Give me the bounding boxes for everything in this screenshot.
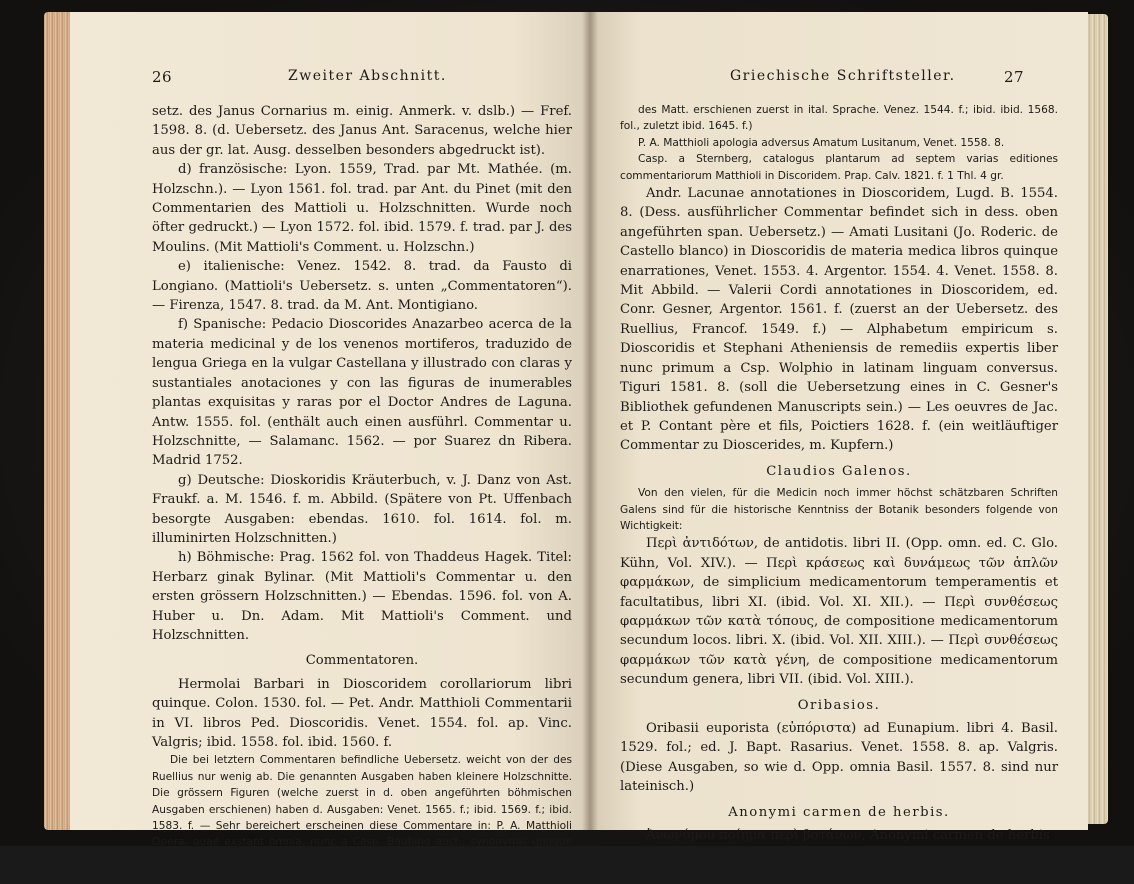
paragraph: e) italienische: Venez. 1542. 8. trad. da Fausto di Longiano. (Mattioli's Uebersetz. s. unten „Commentatoren“). — Firenza, 1547. 8. trad. da M. Ant. Montigiano.	[152, 259, 572, 314]
book-gutter	[582, 12, 598, 830]
right-page	[590, 12, 1088, 844]
small-paragraph: P. A. Matthioli apologia adversus Amatum Lusitanum, Venet. 1558. 8.	[638, 136, 1005, 149]
right-page-header: Griechische Schriftsteller.	[730, 68, 956, 84]
paragraph: f) Spanische: Pedacio Dioscorides Anazarbeo acerca de la materia medicinal y de los venenos mortiferos, traduzido de lengua Griega en la vulgar Castellana y illustrado con claras y sustantiales anotaciones y con las figuras de inumerables plantas exquisitas y raras por el Doctor Andres de Laguna. Antw. 1555. fol. (enthält auch einen ausführl. Commentar u. Holzschnitte, — Salamanc. 1562. — por Suarez dn Ribera. Madrid 1752.	[152, 317, 572, 469]
paragraph: Andr. Lacunae annotationes in Dioscoridem, Lugd. B. 1554. 8. (Dess. ausführlicher Commentar befindet sich in dess. oben angeführten span. Uebersetz.) — Amati Lusitani (Jo. Roderic. de Castello blanco) in Dioscoridis de materia medica libros quinque enarrationes, Venet. 1553. 4. Argentor. 1554. 4. Venet. 1558. 8. Mit Abbild. — Valerii Cordi annotationes in Dioscoridem, ed. Conr. Gesner, Argentor. 1561. f. (zuerst an der Uebersetz. des Ruellius, Francof. 1549. f.) — Alphabetum empiricum s. Dioscoridis et Stephani Atheniensis de remediis expertis liber nunc primum a Csp. Wolphio in latinam linguam conversus. Tiguri 1581. 8. (soll die Uebersetzung eines in C. Gesner's Bibliothek gefundenen Manuscripts sein.) — Les oeuvres de Jac. et P. Contant père et fils, Poictiers 1628. f. (ein weitläuftiger Commentar zu Dioscerides, m. Kupfern.)	[620, 186, 1058, 454]
paragraph: g) Deutsche: Dioskoridis Kräuterbuch, v. J. Danz von Ast. Fraukf. a. M. 1546. f. m. Abbild. (Spätere von Pt. Uffenbach besorgte Ausgaben: ebendas. 1610. fol. 1614. fol. m. illuminirten Holzschnitten.)	[152, 472, 572, 546]
section-heading-galenos: Claudios Galenos.	[766, 463, 912, 479]
section-heading-anonymi: Anonymi carmen de herbis.	[728, 804, 950, 820]
small-paragraph: Die bei letztern Commentaren befindliche Uebersetz. weicht von der des Ruellius nur wenig ab. Die genannten Ausgaben haben kleinere Holzschnitte. Die grössern Figuren (welche zuerst in d. oben angeführten böhmischen Ausgaben erschienen) haben d. Ausgaben: Venet. 1565. f.; ibid. 1569. f.; ibid. 1583. f. — Sehr bereichert erscheinen diese Commentare in: P. A. Matthioli Opera, quae exstant omnia, nunc a Casp. Bauhino auct., synonymis quoque plantarum illustrat. adj. icon. Basil. 1598. f.; ib. 1674. f. — (Der Commentar so wie die Uebersetz.	[152, 754, 572, 882]
small-paragraph: des Matt. erschienen zuerst in ital. Sprache. Venez. 1544. f.; ibid. ibid. 1568. fol., zuletzt ibid. 1645. f.)	[620, 104, 1058, 133]
right-page-body	[620, 102, 1058, 845]
paragraph: h) Böhmische: Prag. 1562 fol. von Thaddeus Hagek. Titel: Herbarz ginak Bylinar. (Mit Mattioli's Commentar u. den ersten grössern Holzschnitten.) — Ebendas. 1596. fol. von A. Huber u. Dn. Adam. Mit Mattioli's Comment. und Holzschnitten.	[152, 550, 572, 643]
paragraph: Ἀνωνύμου ποίημα περὶ βοτάνων, Anonymi carmen de herbis	[646, 828, 1050, 844]
right-page-number: 27	[1004, 68, 1025, 86]
paragraph: Hermolai Barbari in Dioscoridem corollariorum libri quinque. Colon. 1530. fol. — Pet. Andr. Matthioli Commentarii in VI. libros Ped. Dioscoridis. Venet. 1554. fol. ap. Vinc. Valgris; ibid. 1558. fol. ibid. 1560. f.	[152, 676, 572, 750]
small-paragraph: Von den vielen, für die Medicin noch immer höchst schätzbaren Schriften Galens sind für die historische Kenntniss der Botanik besonders folgende von Wichtigkeit:	[620, 487, 1058, 532]
left-page-number: 26	[152, 68, 173, 86]
paragraph: setz. des Janus Cornarius m. einig. Anmerk. v. dslb.) — Fref. 1598. 8. (d. Uebersetz. des Janus Ant. Saracenus, welche hier aus der gr. lat. Ausg. desselben besonders abgedruckt ist).	[152, 104, 572, 158]
section-title: Commentatoren.	[305, 653, 419, 669]
left-page-header: Zweiter Abschnitt.	[288, 68, 447, 84]
paragraph: d) französische: Lyon. 1559, Trad. par Mt. Mathée. (m. Holzschn.). — Lyon 1561. fol. trad. par Ant. du Pinet (mit den Commentarien des Mattioli u. Holzschnitten. Wurde noch öfter gedruckt.) — Lyon 1572. fol. ibid. 1579. f. trad. par J. des Moulins. (Mit Mattioli's Comment. u. Holzschn.)	[152, 162, 572, 255]
small-print-note	[152, 752, 572, 883]
paragraph: Περὶ ἀντιδότων, de antidotis. libri II. (Opp. omn. ed. C. Glo. Kühn, Vol. XIV.). — Περὶ κράσεως καὶ δυνάμεως τῶν ἁπλῶν φαρμάκων, de simplicium medicamentorum temperamentis et facultatibus, libri XI. (ibid. Vol. XI. XII.). — Περὶ συνθέσεως φαρμάκων τῶν κατὰ τόπους, de compositione medicamentorum secundum locos. libri. X. (ibid. Vol. XII. XIII.). — Περὶ συνθέσεως φαρμάκων τῶν κατὰ γένη, de compositione medicamentorum secundum genera, libri VII. (ibid. Vol. XIII.).	[620, 536, 1058, 688]
small-paragraph: Casp. a Sternberg, catalogus plantarum ad septem varias editiones commentariorum Matthioli in Discoridem. Prap. Calv. 1821. f. 1 Thl. 4 gr.	[620, 153, 1058, 182]
small-print-galenos	[620, 485, 1058, 534]
paragraph: Oribasii euporista (εὐπόριστα) ad Eunapium. libri 4. Basil. 1529. fol.; ed. J. Bapt. Rasarius. Venet. 1558. 8. ap. Valgris. (Diese Ausgaben, so wie d. Opp. omnia Basil. 1557. 8. sind nur lateinisch.)	[620, 721, 1058, 795]
small-print-top	[620, 102, 1058, 184]
section-heading-oribasios: Oribasios.	[797, 697, 881, 713]
left-page-body	[152, 102, 572, 884]
right-page-edges	[1086, 14, 1108, 824]
left-page	[70, 12, 590, 882]
